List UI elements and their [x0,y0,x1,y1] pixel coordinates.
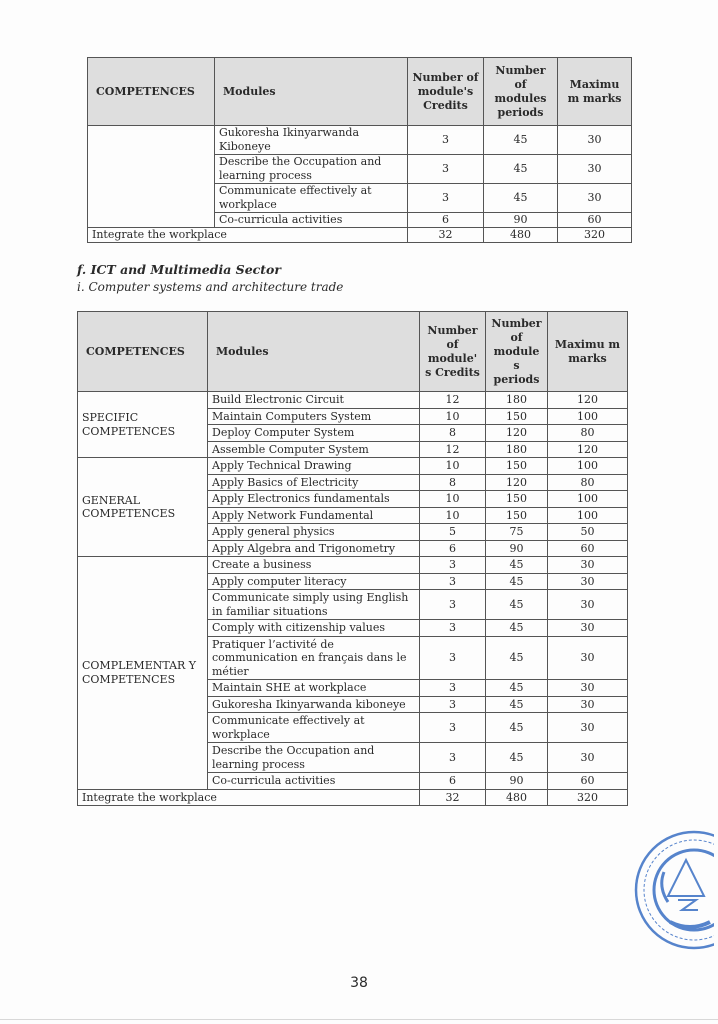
module-credits: 3 [408,184,484,213]
module-periods: 180 [486,441,548,458]
module-name: Apply computer literacy [208,573,420,590]
module-name: Apply Technical Drawing [208,458,420,475]
module-periods: 45 [486,713,548,743]
section-heading: f. ICT and Multimedia Sector [77,262,281,277]
module-max-marks: 60 [548,773,628,790]
module-credits: 10 [420,491,486,508]
module-periods: 150 [486,507,548,524]
page-number: 38 [350,975,368,991]
module-credits: 6 [420,773,486,790]
module-max-marks: 80 [548,425,628,442]
module-max-marks: 80 [548,474,628,491]
module-max-marks: 30 [548,573,628,590]
module-credits: 6 [408,213,484,228]
header-periods: Number of module s periods [486,312,548,392]
module-credits: 6 [420,540,486,557]
module-max-marks: 30 [548,636,628,680]
module-credits: 3 [420,713,486,743]
module-periods: 90 [484,213,558,228]
module-name: Create a business [208,557,420,574]
module-name: Comply with citizenship values [208,620,420,637]
section-subheading: i. Computer systems and architecture trade [77,280,344,294]
total-row [78,789,628,806]
module-max-marks: 100 [548,491,628,508]
module-credits: 3 [420,680,486,697]
total-periods: 480 [484,228,558,243]
header-competences: COMPETENCES [88,58,215,126]
module-max-marks: 60 [558,213,632,228]
module-periods: 120 [486,425,548,442]
module-max-marks: 30 [548,680,628,697]
module-max-marks: 30 [548,620,628,637]
module-max-marks: 30 [558,126,632,155]
module-credits: 3 [408,126,484,155]
competence-group: COMPLEMENTAR Y COMPETENCES [78,557,208,790]
module-credits: 5 [420,524,486,541]
ict-modules-table [77,311,628,806]
module-max-marks: 60 [548,540,628,557]
module-periods: 180 [486,392,548,409]
header-credits: Number of module' s Credits [420,312,486,392]
module-credits: 8 [420,474,486,491]
total-max-marks: 320 [548,789,628,806]
competence-group: SPECIFIC COMPETENCES [78,392,208,458]
module-name: Apply Algebra and Trigonometry [208,540,420,557]
header-competences: COMPETENCES [78,312,208,392]
competence-group [88,126,215,228]
module-name: Co-curricula activities [208,773,420,790]
module-credits: 10 [420,458,486,475]
module-name: Deploy Computer System [208,425,420,442]
module-periods: 90 [486,540,548,557]
module-periods: 45 [486,743,548,773]
total-credits: 32 [420,789,486,806]
table-row [88,126,632,155]
module-periods: 45 [486,557,548,574]
module-credits: 3 [408,155,484,184]
module-credits: 3 [420,636,486,680]
module-name: Apply Basics of Electricity [208,474,420,491]
module-credits: 3 [420,620,486,637]
header-periods: Number of modules periods [484,58,558,126]
module-name: Gukoresha Ikinyarwanda kiboneye [208,696,420,713]
header-max-marks: Maximu m marks [558,58,632,126]
module-periods: 150 [486,458,548,475]
module-name: Maintain Computers System [208,408,420,425]
module-credits: 3 [420,590,486,620]
module-credits: 10 [420,507,486,524]
total-label: Integrate the workplace [88,228,408,243]
module-max-marks: 30 [558,184,632,213]
table-row [78,458,628,475]
module-periods: 150 [486,491,548,508]
module-max-marks: 30 [558,155,632,184]
module-max-marks: 50 [548,524,628,541]
module-periods: 45 [486,696,548,713]
module-periods: 45 [484,155,558,184]
module-name: Apply Network Fundamental [208,507,420,524]
module-periods: 45 [484,126,558,155]
module-name: Communicate effectively at workplace [215,184,408,213]
header-credits: Number of module's Credits [408,58,484,126]
total-credits: 32 [408,228,484,243]
module-periods: 150 [486,408,548,425]
module-periods: 90 [486,773,548,790]
module-max-marks: 30 [548,590,628,620]
module-name: Describe the Occupation and learning process [215,155,408,184]
module-periods: 45 [486,620,548,637]
module-name: Pratiquer l’activité de communication en français dans le métier [208,636,420,680]
nesa-seal-stamp [634,810,714,970]
module-credits: 3 [420,696,486,713]
module-max-marks: 30 [548,696,628,713]
module-periods: 45 [486,590,548,620]
total-label: Integrate the workplace [78,789,420,806]
header-modules: Modules [215,58,408,126]
module-periods: 45 [486,636,548,680]
total-row [88,228,632,243]
module-max-marks: 30 [548,743,628,773]
module-max-marks: 100 [548,408,628,425]
module-name: Assemble Computer System [208,441,420,458]
header-modules: Modules [208,312,420,392]
table-row [78,557,628,574]
module-name: Communicate simply using English in familiar situations [208,590,420,620]
module-max-marks: 30 [548,713,628,743]
module-periods: 75 [486,524,548,541]
module-max-marks: 100 [548,458,628,475]
modules-table-continued [87,57,632,243]
module-name: Co-curricula activities [215,213,408,228]
module-credits: 3 [420,557,486,574]
module-name: Apply general physics [208,524,420,541]
module-credits: 12 [420,441,486,458]
module-name: Describe the Occupation and learning process [208,743,420,773]
module-name: Apply Electronics fundamentals [208,491,420,508]
module-max-marks: 120 [548,441,628,458]
module-periods: 45 [484,184,558,213]
total-periods: 480 [486,789,548,806]
module-max-marks: 120 [548,392,628,409]
module-credits: 3 [420,573,486,590]
module-periods: 45 [486,680,548,697]
module-periods: 45 [486,573,548,590]
module-periods: 120 [486,474,548,491]
module-credits: 3 [420,743,486,773]
module-credits: 12 [420,392,486,409]
module-credits: 8 [420,425,486,442]
table-row [78,392,628,409]
header-max-marks: Maximu m marks [548,312,628,392]
total-max-marks: 320 [558,228,632,243]
module-max-marks: 100 [548,507,628,524]
module-credits: 10 [420,408,486,425]
module-name: Gukoresha Ikinyarwanda Kiboneye [215,126,408,155]
module-max-marks: 30 [548,557,628,574]
module-name: Maintain SHE at workplace [208,680,420,697]
competence-group: GENERAL COMPETENCES [78,458,208,557]
module-name: Communicate effectively at workplace [208,713,420,743]
module-name: Build Electronic Circuit [208,392,420,409]
page-bottom-edge [0,1019,718,1020]
